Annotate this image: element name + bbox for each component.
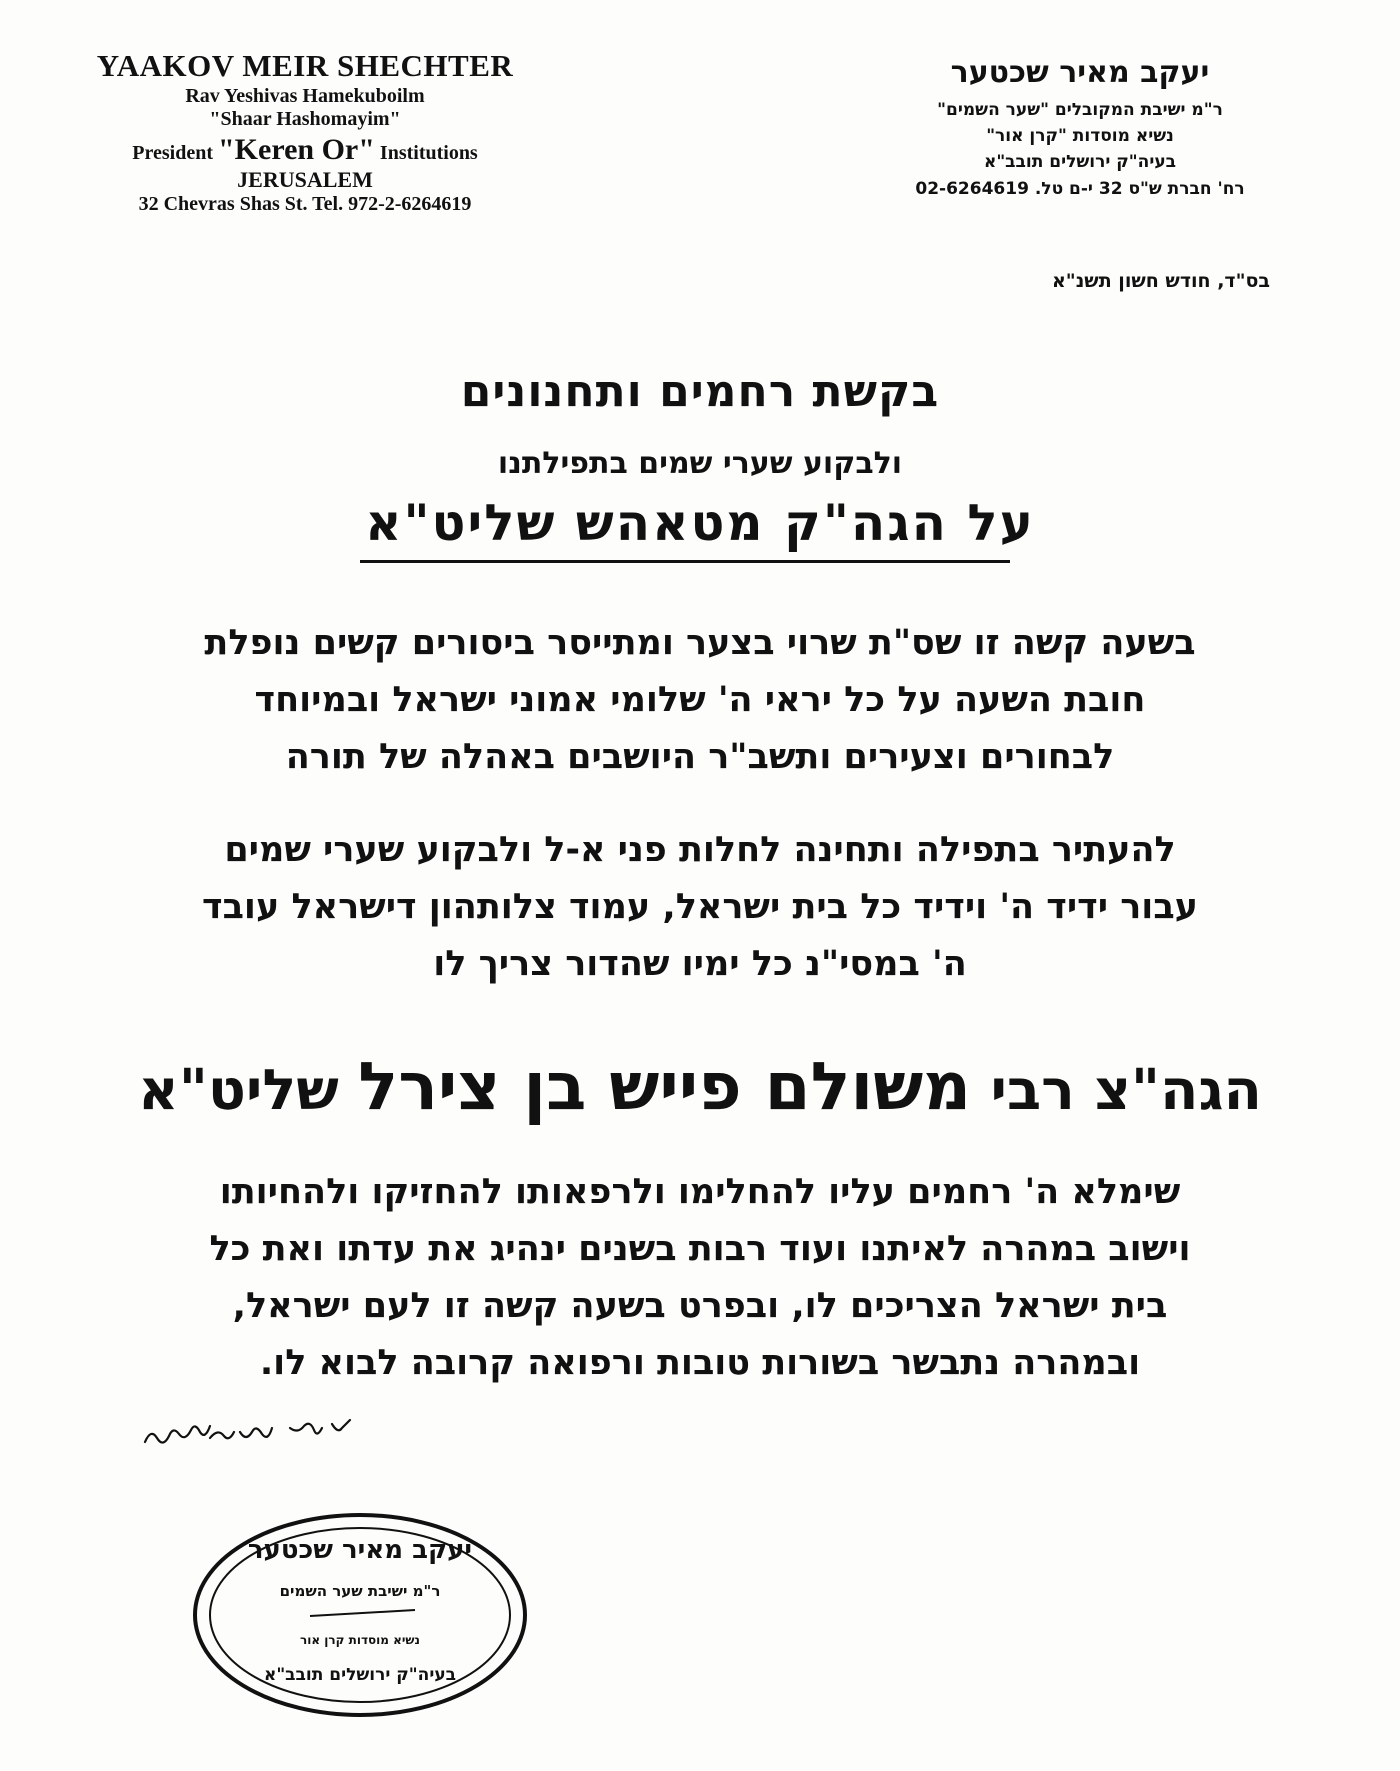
paragraph-1 (110, 615, 1290, 786)
heading-underline (360, 560, 1010, 563)
heading-sub: ולבקוע שערי שמים בתפילתנו (497, 446, 903, 481)
heading-title: על הגה"ק מטאהש שליט"א (365, 494, 1035, 552)
handwritten-signature (140, 1414, 360, 1458)
rabbinical-stamp (190, 1510, 530, 1724)
letter-date: בס"ד, חודש חשון תשנ"א (1051, 270, 1270, 292)
stamp-line-2: נשיא מוסדות קרן אור (300, 1633, 420, 1647)
paragraph-line: וישוב במהרה לאיתנו ועוד רבות בשנים ינהיג את עדתו ואת כל (209, 1229, 1191, 1269)
paragraph-line: שימלא ה' רחמים עליו להחלימו ולרפאותו להחזיקו ולהחיותו (219, 1172, 1181, 1212)
paragraph-line: עבור ידיד ה' וידיד כל בית ישראל, עמוד צלותהון דישראל עובד (202, 887, 1198, 927)
president-org-name: "Keren Or" (218, 132, 375, 166)
letterhead-line-en-1: Rav Yeshivas Hamekuboilm (185, 84, 425, 107)
subject-name: משולם פייש בן צירל (358, 1048, 971, 1125)
letterhead-line-he-2: נשיא מוסדות "קרן אור" (986, 125, 1174, 146)
letterhead-line-en-2: "Shaar Hashomayim" (209, 108, 401, 131)
subject-name-prefix: הגה"צ רבי (990, 1058, 1263, 1123)
letterhead-president-line (70, 132, 540, 167)
letterhead-name-en: YAAKOV MEIR SHECHTER (96, 48, 514, 83)
paragraph-line: ה' במסי"נ כל ימיו שהדור צריך לו (433, 944, 967, 984)
paragraph-3 (110, 1164, 1290, 1392)
heading-main: בקשת רחמים ותחנונים (460, 366, 940, 417)
paragraph-line: להעתיר בתפילה ותחינה לחלות פני א-ל ולבקוע שערי שמים (224, 830, 1176, 870)
letterhead-hebrew (850, 50, 1310, 202)
paragraph-line: בית ישראל הצריכים לו, ובפרט בשעה קשה זו לעם ישראל, (232, 1286, 1168, 1326)
letterhead-city-en: JERUSALEM (237, 167, 373, 193)
paragraph-2 (110, 822, 1290, 993)
stamp-line-3: בעיה"ק ירושלים תובב"א (263, 1665, 457, 1685)
letterhead-line-he-3: בעיה"ק ירושלים תובב"א (983, 152, 1177, 173)
stamp-line-1: ר"מ ישיבת שער השמים (279, 1582, 441, 1600)
letterhead-line-he-1: ר"מ ישיבת המקובלים "שער השמים" (937, 99, 1223, 120)
letterhead-line-he-4: רח' חברת ש"ס 32 י-ם טל. 02-6264619 (915, 178, 1245, 199)
subject-name-suffix: שליט"א (137, 1058, 339, 1123)
paragraph-line: בשעה קשה זו שס"ת שרוי בצער ומתייסר ביסורים קשים נופלת (204, 623, 1196, 663)
paragraph-line: חובת השעה על כל יראי ה' שלומי אמוני ישראל ובמיוחד (254, 680, 1146, 720)
letterhead-english (70, 48, 540, 217)
stamp-divider (310, 1610, 415, 1616)
president-suffix: Institutions (379, 141, 478, 164)
subject-name-line (110, 1048, 1290, 1125)
paragraph-line: לבחורים וצעירים ותשב"ר היושבים באהלה של תורה (285, 737, 1115, 777)
stamp-name: יעקב מאיר שכטער (247, 1535, 473, 1565)
letterhead-address-en: 32 Chevras Shas St. Tel. 972-2-6264619 (138, 193, 472, 216)
letterhead-name-he: יעקב מאיר שכטער (950, 55, 1210, 90)
paragraph-line: ובמהרה נתבשר בשורות טובות ורפואה קרובה לבוא לו. (259, 1343, 1141, 1383)
president-prefix: President (132, 141, 214, 164)
